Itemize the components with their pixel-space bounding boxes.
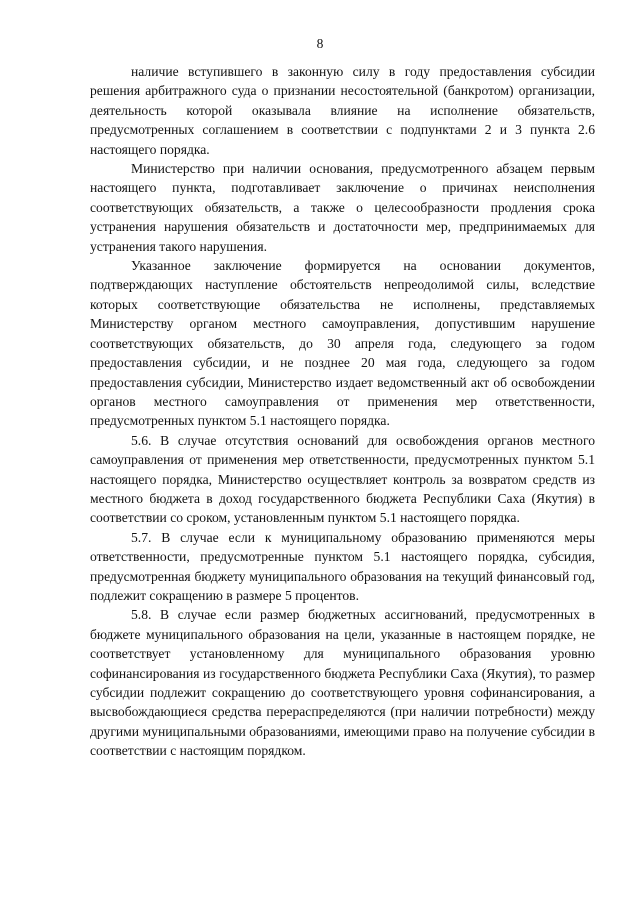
document-body — [90, 62, 595, 761]
paragraph-ministry-conclusion: Министерство при наличии основания, предусмотренного абзацем первым настоящего пункта, подготавливает заключение о причинах неисполнения соответствующих обязательств, а также о целесообразности продления срока устранения нарушения обязательств и достаточности мер, предпринимаемых для устранения такого нарушения. — [90, 161, 595, 254]
paragraph-clause-5-6: 5.6. В случае отсутствия оснований для освобождения органов местного самоуправления от применения мер ответственности, предусмотренных пунктом 5.1 настоящего порядка, Министерство осуществляет контроль за возвратом средств из местного бюджета в доход государственного бюджета Республики Саха (Якутия) в соответствии со сроком, установленным пунктом 5.1 настоящего порядка. — [90, 432, 595, 526]
page-number: 8 — [316, 36, 324, 51]
paragraph-clause-5-8: 5.8. В случае если размер бюджетных ассигнований, предусмотренных в бюджете муниципального образования на цели, указанные в настоящем порядке, не соответствует установленному для муниципального образования уровню софинансирования из государственного бюджета Республики Саха (Якутия), то размер субсидии подлежит сокращению до соответствующего уровня софинансирования, а высвобождающиеся средства перераспределяются (при наличии потребности) между другими муниципальными образованиями, имеющими право на получение субсидии в соответствии с настоящим порядком. — [90, 607, 595, 759]
paragraph-bankruptcy-clause: наличие вступившего в законную силу в году предоставления субсидии решения арбитражного суда о признании несостоятельной (банкротом) организации, деятельность которой оказывала влияние на исполнение обязательств, предусмотренных соглашением в соответствии с подпунктами 2 и 3 пункта 2.6 настоящего порядка. — [90, 64, 595, 157]
paragraph-clause-5-7: 5.7. В случае если к муниципальному образованию применяются меры ответственности, предусмотренные пунктом 5.1 настоящего порядка, субсидия, предусмотренная бюджету муниципального образования на текущий финансовый год, подлежит сокращению в размере 5 процентов. — [90, 529, 595, 603]
paragraph-conclusion-formation: Указанное заключение формируется на основании документов, подтверждающих наступление обстоятельств непреодолимой силы, вследствие которых соответствующие обязательства не исполнены, представляемых Министерству органом местного самоуправления, допустившим нарушение соответствующих обязательств, до 30 апреля года, следующего за годом предоставления субсидии, и не позднее 20 мая года, следующего за годом предоставления субсидии, Министерство издает ведомственный акт об освобождении органов местного самоуправления от применения мер ответственности, предусмотренных пунктом 5.1 настоящего порядка. — [90, 258, 595, 429]
